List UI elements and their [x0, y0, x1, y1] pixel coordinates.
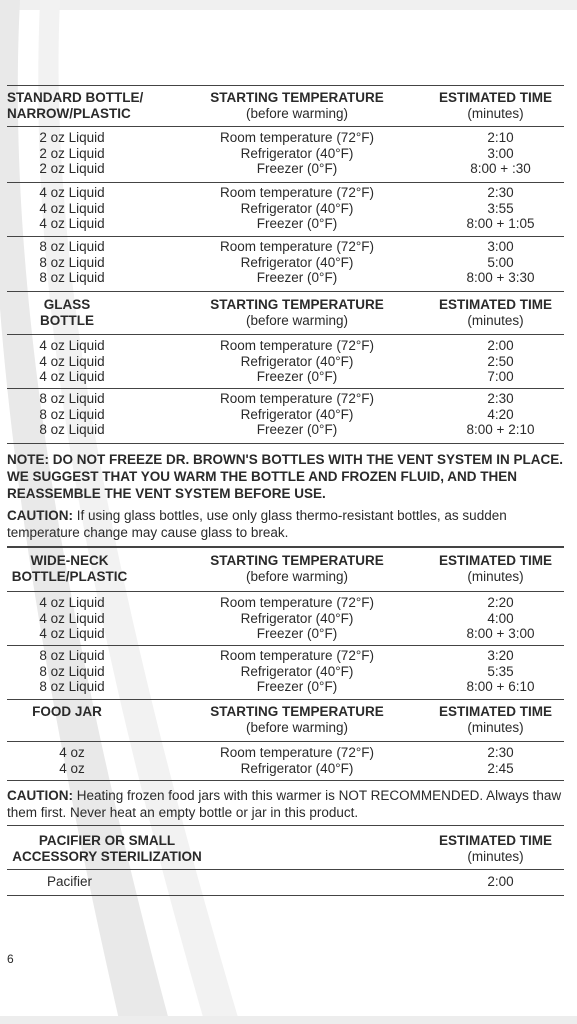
quantity-cell: 4 oz Liquid [39, 216, 105, 231]
standard-col-temp: STARTING TEMPERATURE (before warming) [210, 90, 384, 121]
temperature-cell: Room temperature (72°F) [220, 595, 374, 610]
table-row [7, 185, 564, 201]
pacifier-col-item: PACIFIER OR SMALL ACCESSORY STERILIZATION [12, 833, 202, 864]
page-number: 6 [7, 952, 14, 966]
time-cell: 2:20 [487, 595, 514, 610]
table-row [7, 146, 564, 162]
temperature-cell: Room temperature (72°F) [220, 130, 374, 145]
time-cell: 7:00 [487, 369, 514, 384]
wide-col-bottle: WIDE-NECK BOTTLE/PLASTIC [11, 553, 128, 584]
pacifier-time-cell: 2:00 [487, 874, 514, 889]
wide-col-temp: STARTING TEMPERATURE (before warming) [210, 553, 384, 584]
temperature-cell: Freezer (0°F) [256, 216, 338, 231]
quantity-cell: 4 oz Liquid [39, 595, 105, 610]
glass-row-group [7, 391, 564, 438]
time-cell: 3:00 [487, 145, 514, 161]
time-cell: 5:00 [487, 254, 514, 270]
temperature-cell: Freezer (0°F) [256, 422, 338, 437]
table-rule [7, 236, 564, 237]
quantity-cell: 4 oz [59, 760, 85, 776]
table-row [7, 407, 564, 423]
quantity-cell: 8 oz Liquid [39, 679, 105, 694]
table-rule [7, 443, 564, 444]
table-rule [7, 869, 564, 870]
quantity-cell: 4 oz Liquid [39, 185, 105, 200]
food-jar-caution: CAUTION: Heating frozen food jars with this warmer is NOT RECOMMENDED. Always thaw them first. Never heat an empty bottle or jar in this product. [7, 788, 562, 820]
quantity-cell: 8 oz Liquid [39, 648, 105, 663]
quantity-cell: 2 oz Liquid [39, 145, 105, 161]
food-col-time: ESTIMATED TIME (minutes) [439, 704, 552, 735]
table-row [7, 664, 564, 680]
table-rule [7, 388, 564, 389]
table-row [7, 745, 564, 761]
table-rule [7, 126, 564, 127]
glass-row-group [7, 338, 564, 385]
time-cell: 8:00 + 3:00 [466, 626, 535, 641]
temperature-cell: Refrigerator (40°F) [240, 254, 354, 270]
temperature-cell: Refrigerator (40°F) [240, 200, 354, 216]
table-rule [7, 291, 564, 292]
wide-row-group [7, 648, 564, 695]
table-rule [7, 591, 564, 592]
table-rule [7, 334, 564, 335]
table-row [7, 626, 564, 642]
pacifier-row [7, 873, 564, 890]
table-rule [7, 780, 564, 781]
temperature-cell: Room temperature (72°F) [220, 745, 374, 760]
table-rule [7, 85, 564, 86]
temperature-cell: Freezer (0°F) [256, 626, 338, 641]
quantity-cell: 2 oz Liquid [39, 130, 105, 145]
time-cell: 3:55 [487, 200, 514, 216]
standard-col-time: ESTIMATED TIME (minutes) [439, 90, 552, 121]
bottom-edge [0, 1016, 577, 1024]
glass-col-time: ESTIMATED TIME (minutes) [439, 297, 552, 328]
temperature-cell: Room temperature (72°F) [220, 648, 374, 663]
table-rule [7, 741, 564, 742]
quantity-cell: 4 oz [59, 745, 85, 760]
table-row [7, 270, 564, 286]
table-row [7, 130, 564, 146]
time-cell: 8:00 + :30 [470, 161, 531, 176]
table-row [7, 422, 564, 438]
glass-col-bottle: GLASS BOTTLE [40, 297, 94, 328]
table-row [7, 239, 564, 255]
freeze-note: NOTE: DO NOT FREEZE DR. BROWN'S BOTTLES WITH THE VENT SYSTEM IN PLACE. WE SUGGEST THAT YOU WARM THE BOTTLE AND FROZEN FLUID, AND THEN REASSEMBLE THE VENT SYSTEM BEFORE USE. [7, 452, 563, 501]
pacifier-col-time: ESTIMATED TIME (minutes) [439, 833, 552, 864]
temperature-cell: Freezer (0°F) [256, 161, 338, 176]
temperature-cell: Refrigerator (40°F) [240, 145, 354, 161]
time-cell: 5:35 [487, 663, 514, 679]
table-row [7, 201, 564, 217]
quantity-cell: 8 oz Liquid [39, 663, 105, 679]
glass-col-temp: STARTING TEMPERATURE (before warming) [210, 297, 384, 328]
quantity-cell: 4 oz Liquid [39, 369, 105, 384]
standard-col-bottle: STANDARD BOTTLE/ NARROW/PLASTIC [7, 90, 144, 121]
time-cell: 4:20 [487, 406, 514, 422]
quantity-cell: 2 oz Liquid [39, 161, 105, 176]
wide-row-group [7, 595, 564, 642]
time-cell: 8:00 + 3:30 [466, 270, 535, 285]
time-cell: 2:30 [487, 185, 514, 200]
temperature-cell: Refrigerator (40°F) [240, 610, 354, 626]
time-cell: 3:20 [487, 648, 514, 663]
quantity-cell: 8 oz Liquid [39, 239, 105, 254]
table-row [7, 648, 564, 664]
time-cell: 2:00 [487, 338, 514, 353]
table-row [7, 595, 564, 611]
time-cell: 2:30 [487, 745, 514, 760]
glass-caution: CAUTION: If using glass bottles, use only glass thermo-resistant bottles, as sudden temperature change may cause glass to break. [7, 508, 507, 540]
table-row [7, 161, 564, 177]
quantity-cell: 4 oz Liquid [39, 610, 105, 626]
table-row [7, 761, 564, 777]
time-cell: 3:00 [487, 239, 514, 254]
wide-col-time: ESTIMATED TIME (minutes) [439, 553, 552, 584]
table-rule [7, 699, 564, 700]
quantity-cell: 4 oz Liquid [39, 626, 105, 641]
temperature-cell: Freezer (0°F) [256, 270, 338, 285]
quantity-cell: 4 oz Liquid [39, 338, 105, 353]
temperature-cell: Refrigerator (40°F) [240, 760, 354, 776]
pacifier-item-cell: Pacifier [46, 874, 92, 889]
table-row [7, 338, 564, 354]
quantity-cell: 4 oz Liquid [39, 353, 105, 369]
temperature-cell: Room temperature (72°F) [220, 391, 374, 406]
table-row [7, 391, 564, 407]
time-cell: 4:00 [487, 610, 514, 626]
standard-row-group [7, 239, 564, 286]
table-row [7, 216, 564, 232]
table-rule [7, 645, 564, 646]
quantity-cell: 4 oz Liquid [39, 200, 105, 216]
quantity-cell: 8 oz Liquid [39, 391, 105, 406]
table-rule [7, 546, 564, 548]
table-row [7, 255, 564, 271]
time-cell: 2:50 [487, 353, 514, 369]
food-row-group [7, 745, 564, 776]
time-cell: 2:45 [487, 760, 514, 776]
food-col-temp: STARTING TEMPERATURE (before warming) [210, 704, 384, 735]
quantity-cell: 8 oz Liquid [39, 254, 105, 270]
table-row [7, 679, 564, 695]
table-row [7, 611, 564, 627]
temperature-cell: Freezer (0°F) [256, 369, 338, 384]
table-row [7, 354, 564, 370]
temperature-cell: Freezer (0°F) [256, 679, 338, 694]
time-cell: 2:10 [487, 130, 514, 145]
time-cell: 8:00 + 2:10 [466, 422, 535, 437]
standard-row-group [7, 185, 564, 232]
table-row [7, 369, 564, 385]
table-rule [7, 182, 564, 183]
food-col-jar: FOOD JAR [32, 704, 102, 719]
standard-row-group [7, 130, 564, 177]
quantity-cell: 8 oz Liquid [39, 270, 105, 285]
quantity-cell: 8 oz Liquid [39, 406, 105, 422]
time-cell: 2:30 [487, 391, 514, 406]
quantity-cell: 8 oz Liquid [39, 422, 105, 437]
time-cell: 8:00 + 1:05 [466, 216, 535, 231]
table-rule [7, 895, 564, 896]
temperature-cell: Room temperature (72°F) [220, 239, 374, 254]
time-cell: 8:00 + 6:10 [466, 679, 535, 694]
temperature-cell: Refrigerator (40°F) [240, 663, 354, 679]
temperature-cell: Refrigerator (40°F) [240, 353, 354, 369]
temperature-cell: Refrigerator (40°F) [240, 406, 354, 422]
temperature-cell: Room temperature (72°F) [220, 338, 374, 353]
temperature-cell: Room temperature (72°F) [220, 185, 374, 200]
table-rule [7, 825, 564, 826]
